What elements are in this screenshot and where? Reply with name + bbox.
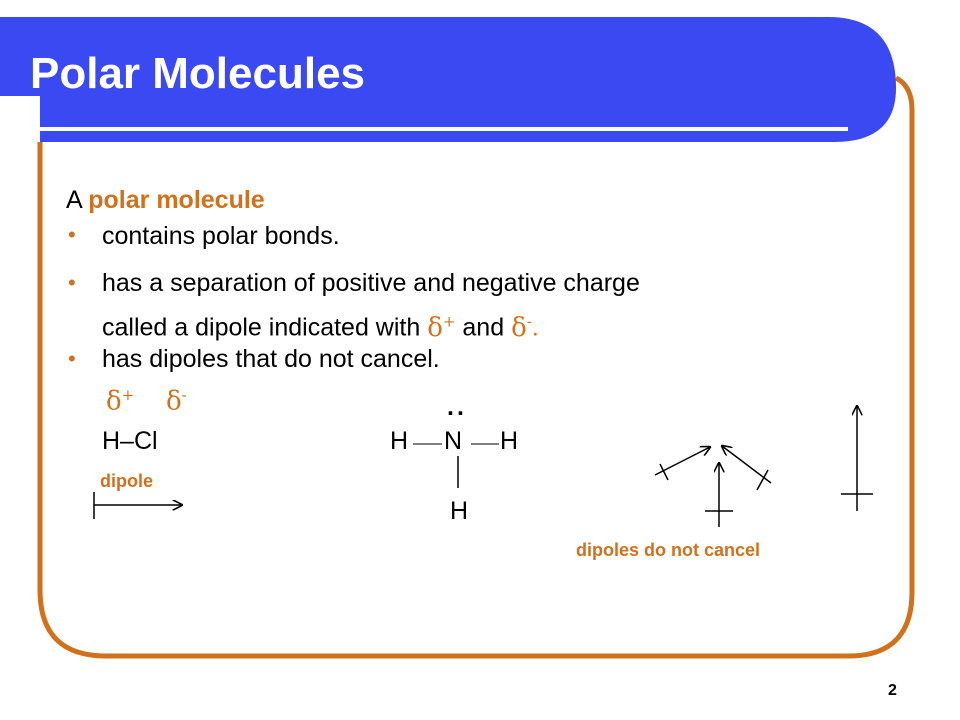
dipoles-caption: dipoles do not cancel xyxy=(576,540,761,560)
period: . xyxy=(531,313,539,342)
and-word: and xyxy=(462,313,505,342)
intro-prefix: A xyxy=(66,186,82,214)
intro-term: polar molecule xyxy=(88,186,265,214)
delta-glyph: δ xyxy=(511,312,527,343)
delta-glyph: δ xyxy=(427,312,443,343)
bullet-1-text: contains polar bonds. xyxy=(102,222,340,250)
plus-sign: + xyxy=(121,386,135,404)
dipole-label: dipole xyxy=(100,471,153,491)
hcl-formula: H–Cl xyxy=(102,427,158,455)
bullet-marker-2: • xyxy=(68,270,76,295)
delta-glyph: δ xyxy=(106,386,122,417)
bullet-2-line-2-text: called a dipole indicated with xyxy=(102,313,421,342)
bullet-2-text: has a separation of positive and negative charge xyxy=(102,269,640,297)
bullet-marker-3: • xyxy=(68,346,76,371)
plus-sign: + xyxy=(442,312,456,330)
minus-sign: - xyxy=(181,386,187,404)
slide-title: Polar Molecules xyxy=(30,49,366,98)
page-number: 2 xyxy=(888,682,897,699)
bullet-3-text: has dipoles that do not cancel. xyxy=(102,345,440,373)
bullet-marker-1: • xyxy=(68,222,76,247)
delta-glyph: δ xyxy=(166,386,182,417)
lone-pair-dots: .. xyxy=(447,393,467,421)
nh3-bottom-h: H xyxy=(450,497,469,525)
nh3-n: N xyxy=(444,427,463,455)
nh3-left-h: H xyxy=(390,427,409,455)
minus-sign: - xyxy=(526,312,532,330)
nh3-right-h: H xyxy=(500,427,519,455)
